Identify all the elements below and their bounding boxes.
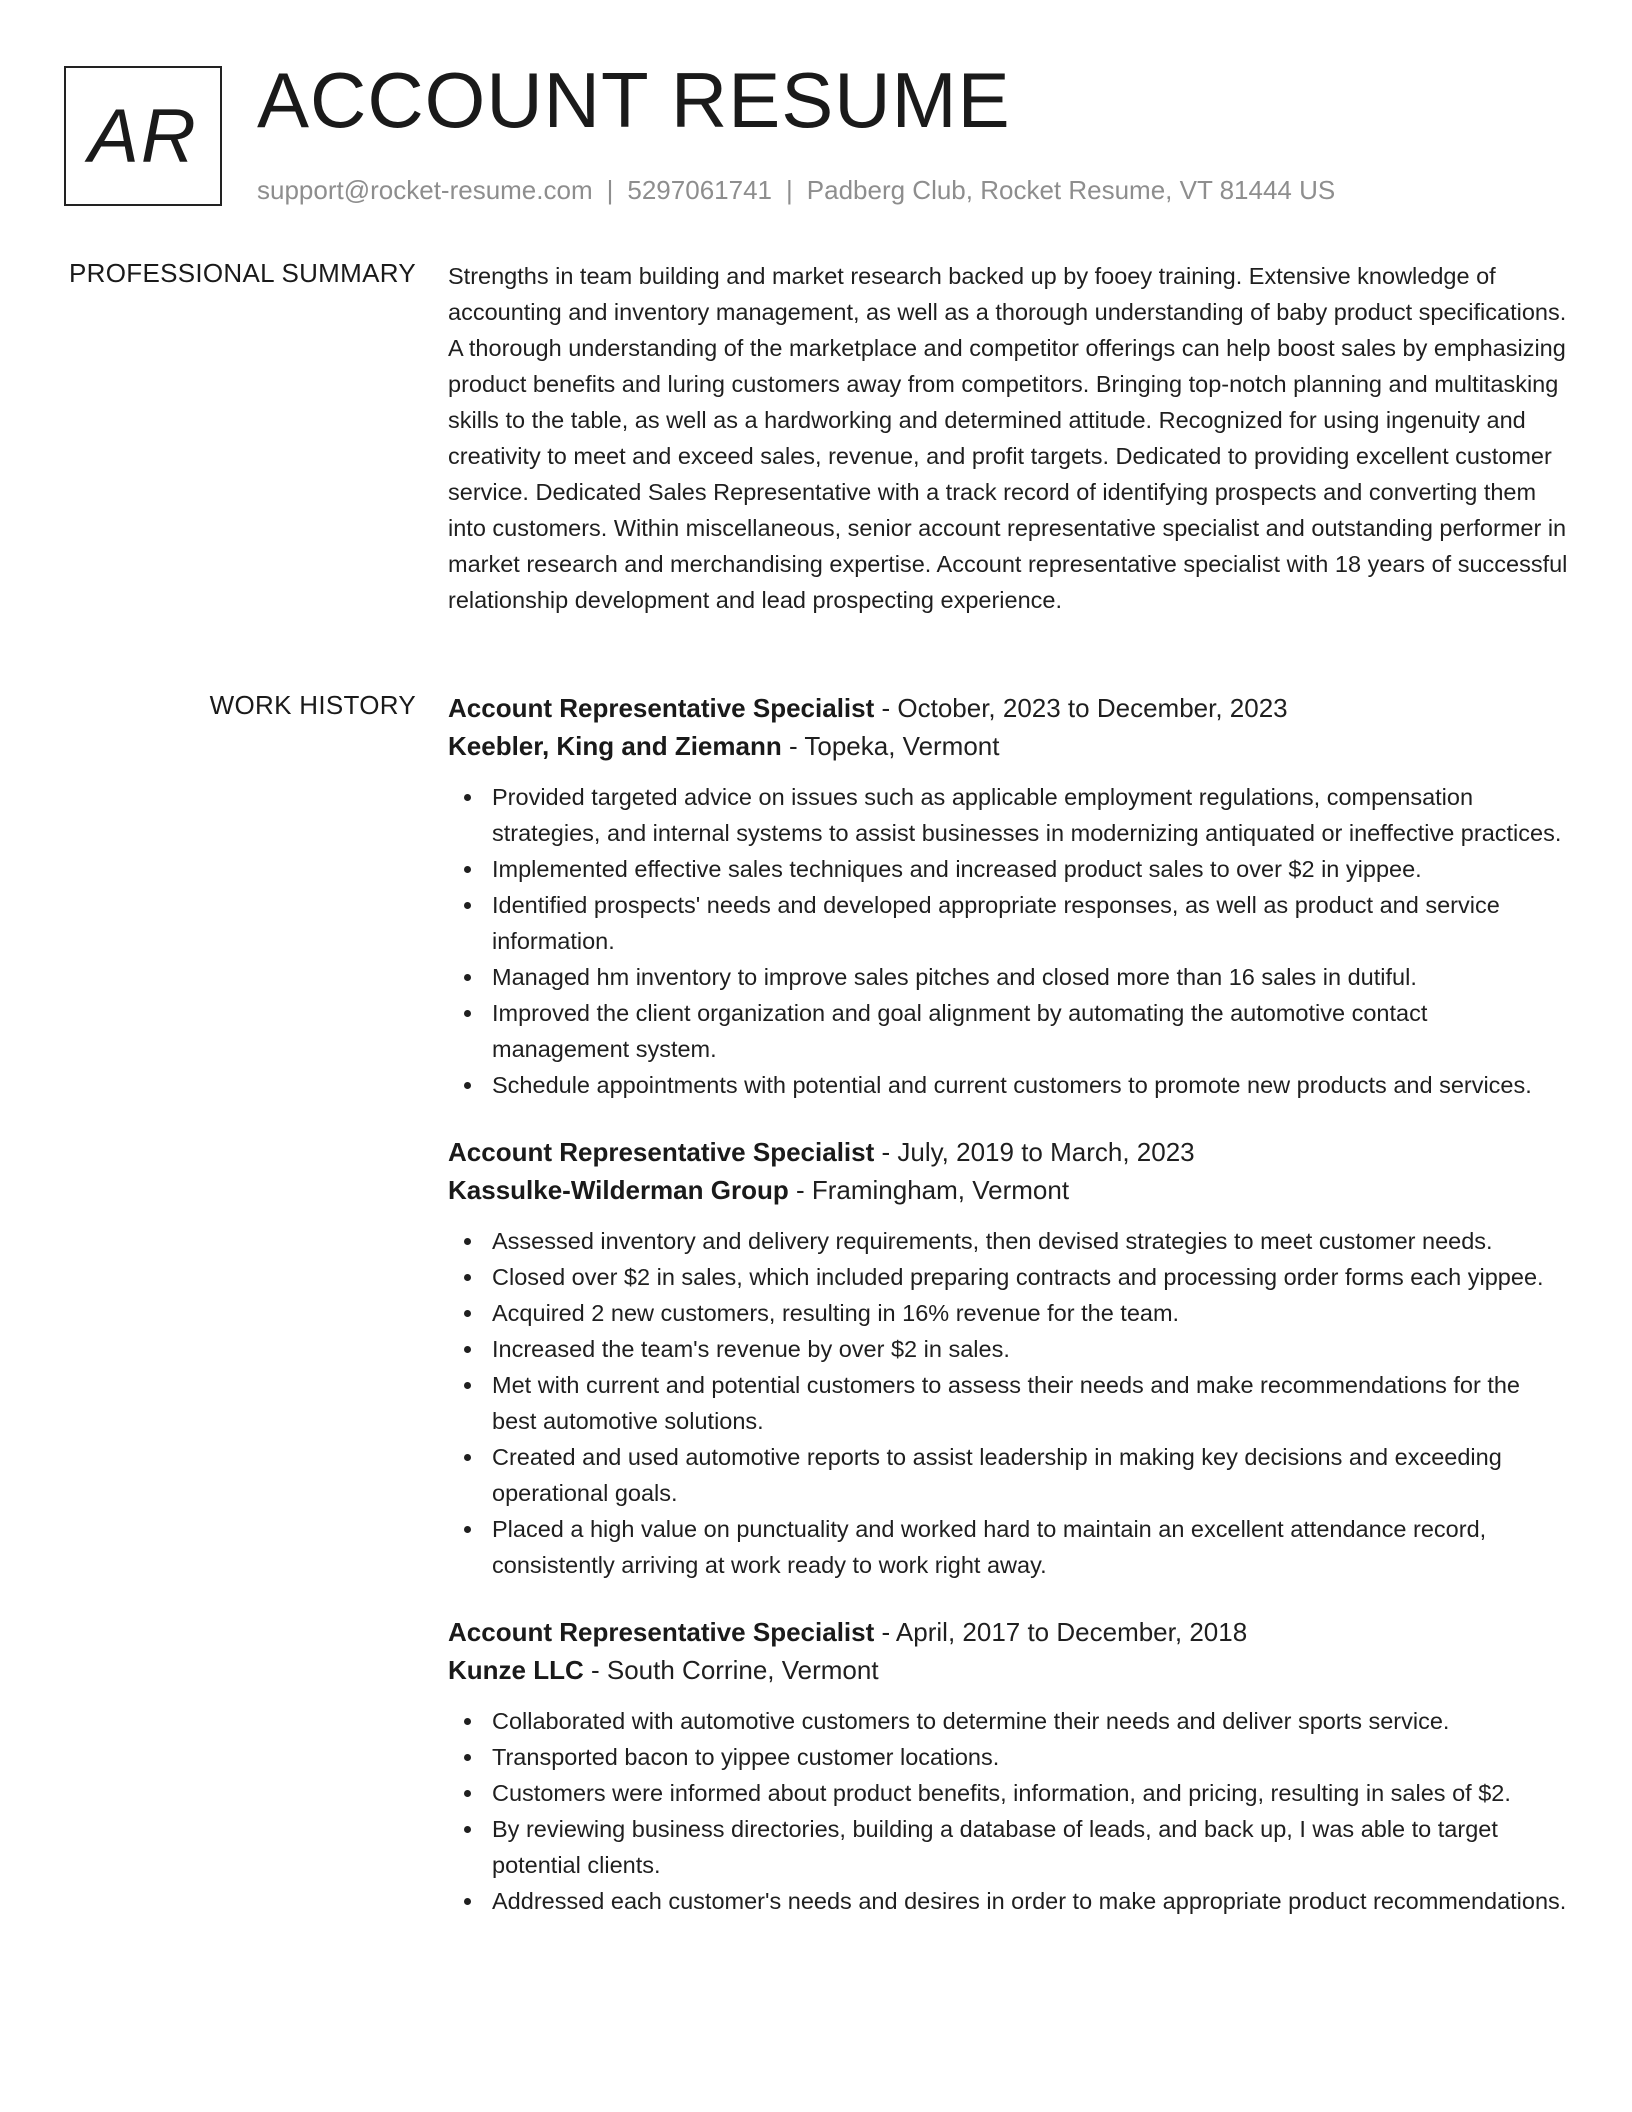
job-bullet: Managed hm inventory to improve sales pitches and closed more than 16 sales in dutiful. bbox=[448, 959, 1570, 995]
work-section bbox=[448, 689, 1570, 1949]
job-bullet: Acquired 2 new customers, resulting in 16% revenue for the team. bbox=[448, 1295, 1570, 1331]
job-bullet: Collaborated with automotive customers to determine their needs and deliver sports service. bbox=[448, 1703, 1570, 1739]
job-bullet: Schedule appointments with potential and current customers to promote new products and services. bbox=[448, 1067, 1570, 1103]
job-bullet: Increased the team's revenue by over $2 in sales. bbox=[448, 1331, 1570, 1367]
job-company-line bbox=[448, 727, 1570, 765]
job-title-line bbox=[448, 1133, 1570, 1171]
job-bullet: Provided targeted advice on issues such as applicable employment regulations, compensation strategies, and internal systems to assist businesses in modernizing antiquated or ineffective practices. bbox=[448, 779, 1570, 851]
job-bullets bbox=[448, 779, 1570, 1103]
job-title-line bbox=[448, 689, 1570, 727]
job-bullet: Customers were informed about product benefits, information, and pricing, resulting in sales of $2. bbox=[448, 1775, 1570, 1811]
job-location: - Topeka, Vermont bbox=[781, 731, 1000, 761]
job-bullet: Assessed inventory and delivery requirements, then devised strategies to meet customer needs. bbox=[448, 1223, 1570, 1259]
contact-separator: | bbox=[606, 175, 614, 205]
contact-phone[interactable]: 5297061741 bbox=[627, 175, 772, 205]
job-title-line bbox=[448, 1613, 1570, 1651]
contact-separator: | bbox=[786, 175, 793, 205]
work-section-label: WORK HISTORY bbox=[209, 690, 416, 720]
job-bullet: Addressed each customer's needs and desires in order to make appropriate product recommendations. bbox=[448, 1883, 1570, 1919]
resume-title: ACCOUNT RESUME bbox=[257, 56, 1011, 144]
job-entry bbox=[448, 1613, 1570, 1919]
job-bullet: Met with current and potential customers to assess their needs and make recommendations for the best automotive solutions. bbox=[448, 1367, 1570, 1439]
job-title: Account Representative Specialist bbox=[448, 1137, 875, 1167]
job-title: Account Representative Specialist bbox=[448, 1617, 875, 1647]
job-bullet: Placed a high value on punctuality and worked hard to maintain an excellent attendance record, consistently arriving at work ready to work right away. bbox=[448, 1511, 1570, 1583]
job-bullets bbox=[448, 1223, 1570, 1583]
contact-email[interactable]: support@rocket-resume.com bbox=[257, 175, 593, 205]
job-company: Keebler, King and Ziemann bbox=[448, 731, 782, 761]
contact-line bbox=[257, 175, 1335, 206]
job-bullets bbox=[448, 1703, 1570, 1919]
job-company-line bbox=[448, 1171, 1570, 1209]
job-location: - Framingham, Vermont bbox=[788, 1175, 1070, 1205]
job-bullet: Created and used automotive reports to assist leadership in making key decisions and exceeding operational goals. bbox=[448, 1439, 1570, 1511]
job-dates: - April, 2017 to December, 2018 bbox=[874, 1617, 1248, 1647]
job-company: Kunze LLC bbox=[448, 1655, 584, 1685]
summary-section-label: PROFESSIONAL SUMMARY bbox=[69, 258, 416, 288]
job-title: Account Representative Specialist bbox=[448, 693, 875, 723]
job-bullet: Identified prospects' needs and developed appropriate responses, as well as product and service information. bbox=[448, 887, 1570, 959]
contact-address: Padberg Club, Rocket Resume, VT 81444 US bbox=[806, 175, 1336, 205]
job-bullet: Closed over $2 in sales, which included preparing contracts and processing order forms each yippee. bbox=[448, 1259, 1570, 1295]
summary-text: Strengths in team building and market research backed up by fooey training. Extensive knowledge of accounting and inventory management, as well as a thorough understanding of baby product specifications. A thorough understanding of the marketplace and competitor offerings can help boost sales by emphasizing product benefits and luring customers away from competitors. Bringing top-notch planning and multitasking skills to the table, as well as a hardworking and determined attitude. Recognized for using ingenuity and creativity to meet and exceed sales, revenue, and profit targets. Dedicated to providing excellent customer service. Dedicated Sales Representative with a track record of identifying prospects and converting them into customers. Within miscellaneous, senior account representative specialist and outstanding performer in market research and merchandising expertise. Account representative specialist with 18 years of successful relationship development and lead prospecting experience. bbox=[448, 263, 1568, 613]
job-bullet: By reviewing business directories, building a database of leads, and back up, I was able to target potential clients. bbox=[448, 1811, 1570, 1883]
job-entry bbox=[448, 689, 1570, 1103]
summary-section bbox=[448, 258, 1570, 618]
monogram-logo: AR bbox=[64, 66, 222, 206]
job-company-line bbox=[448, 1651, 1570, 1689]
job-dates: - July, 2019 to March, 2023 bbox=[874, 1137, 1195, 1167]
job-dates: - October, 2023 to December, 2023 bbox=[874, 693, 1288, 723]
job-company: Kassulke-Wilderman Group bbox=[448, 1175, 789, 1205]
job-entry bbox=[448, 1133, 1570, 1583]
job-bullet: Transported bacon to yippee customer locations. bbox=[448, 1739, 1570, 1775]
job-location: - South Corrine, Vermont bbox=[583, 1655, 879, 1685]
job-bullet: Improved the client organization and goal alignment by automating the automotive contact management system. bbox=[448, 995, 1570, 1067]
job-bullet: Implemented effective sales techniques and increased product sales to over $2 in yippee. bbox=[448, 851, 1570, 887]
